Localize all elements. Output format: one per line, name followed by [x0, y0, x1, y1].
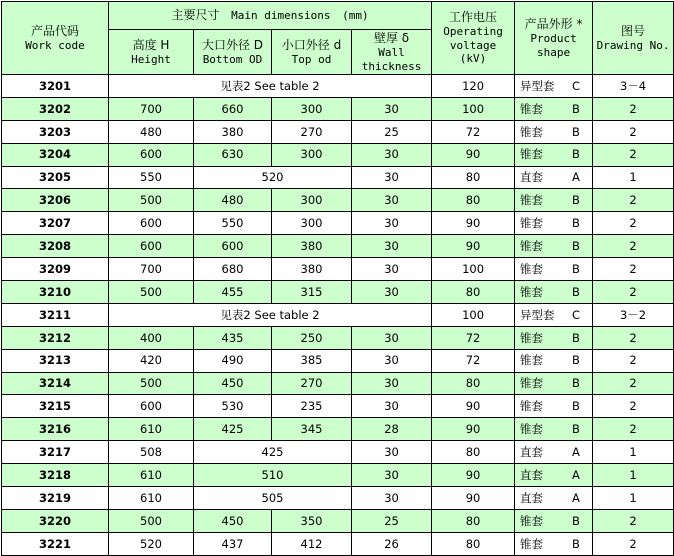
- shape-letter: A: [572, 445, 580, 459]
- shape-name: 锥套: [520, 536, 544, 551]
- height-cell: 500: [109, 189, 194, 212]
- shape-name: 锥套: [520, 238, 544, 253]
- shape-letter: A: [572, 170, 580, 185]
- bottom-od-cell: 600: [194, 235, 272, 258]
- shape-cell: [515, 189, 593, 212]
- top-od-cell: 315: [272, 281, 352, 304]
- shape-cell: [515, 395, 593, 418]
- wall-cell: 30: [352, 189, 432, 212]
- shape-cell: [515, 97, 593, 120]
- table-row: [2, 235, 674, 258]
- wall-cell: 30: [352, 487, 432, 510]
- voltage-cell: 80: [432, 166, 515, 189]
- shape-name: 锥套: [520, 513, 544, 528]
- drawing-cell: 1: [593, 464, 674, 487]
- shape-letter: B: [572, 422, 580, 437]
- shape-letter: B: [572, 216, 580, 231]
- shape-name: 锥套: [520, 376, 544, 391]
- bottom-od-cell: 425: [194, 418, 272, 441]
- code-header-zh: 产品代码: [30, 23, 79, 38]
- table-row: [2, 166, 674, 189]
- work-code-cell: 3203: [2, 120, 109, 143]
- voltage-cell: 80: [432, 509, 515, 532]
- voltage-cell: 90: [432, 464, 515, 487]
- height-cell: 550: [109, 166, 194, 189]
- wall-cell: 30: [352, 97, 432, 120]
- code-header-en: Work code: [25, 38, 85, 52]
- top-od-cell: 385: [272, 349, 352, 372]
- table-row: [2, 281, 674, 304]
- od-merged-cell: 505: [194, 487, 352, 510]
- table-row: [2, 75, 674, 98]
- drawing-cell: 2: [593, 532, 674, 555]
- voltage-cell: 72: [432, 349, 515, 372]
- table-row: [2, 258, 674, 281]
- drawing-cell: 2: [593, 349, 674, 372]
- top-od-cell: 300: [272, 189, 352, 212]
- spec-table: [1, 1, 674, 556]
- shape-letter: B: [572, 536, 580, 551]
- wall-cell: 30: [352, 441, 432, 464]
- work-code-cell: 3201: [2, 75, 109, 98]
- wall-cell: 28: [352, 418, 432, 441]
- bottom-header-zh: 大口外径 D: [201, 37, 264, 52]
- shape-cell: [515, 532, 593, 555]
- drawing-cell: 2: [593, 258, 674, 281]
- work-code-cell: 3209: [2, 258, 109, 281]
- col-header-drawing: [593, 2, 674, 75]
- shape-name: 锥套: [520, 399, 544, 414]
- work-code-cell: 3221: [2, 532, 109, 555]
- shape-letter: B: [572, 124, 580, 139]
- top-header-en: Top od: [291, 52, 332, 66]
- voltage-cell: 90: [432, 143, 515, 166]
- shape-letter: B: [572, 376, 580, 391]
- table-row: [2, 464, 674, 487]
- wall-cell: 30: [352, 212, 432, 235]
- work-code-cell: 3214: [2, 372, 109, 395]
- voltage-cell: 80: [432, 189, 515, 212]
- drawing-cell: 3－4: [593, 75, 674, 98]
- drawing-cell: 1: [593, 166, 674, 189]
- shape-header-en2: shape: [536, 45, 571, 59]
- shape-cell: [515, 487, 593, 510]
- voltage-cell: 90: [432, 418, 515, 441]
- drawing-cell: 2: [593, 189, 674, 212]
- voltage-header-en1: Operating: [443, 24, 503, 38]
- top-od-cell: 270: [272, 120, 352, 143]
- shape-letter: B: [572, 147, 580, 162]
- drawing-cell: 2: [593, 143, 674, 166]
- od-merged-cell: 425: [194, 441, 352, 464]
- voltage-cell: 90: [432, 487, 515, 510]
- height-cell: 610: [109, 487, 194, 510]
- voltage-cell: 100: [432, 258, 515, 281]
- shape-letter: C: [572, 307, 581, 322]
- wall-header-en2: thickness: [361, 59, 422, 73]
- col-header-shape: [515, 2, 593, 75]
- table-row: [2, 212, 674, 235]
- height-header-zh: 高度 H: [132, 37, 170, 52]
- col-header-main-dimensions: [109, 2, 432, 30]
- top-od-cell: 235: [272, 395, 352, 418]
- shape-name: 直套: [520, 490, 544, 505]
- height-cell: 600: [109, 212, 194, 235]
- work-code-cell: 3202: [2, 97, 109, 120]
- shape-letter: A: [572, 490, 580, 505]
- col-header-voltage: [432, 2, 515, 75]
- table-row: [2, 143, 674, 166]
- height-cell: 600: [109, 395, 194, 418]
- top-od-cell: 350: [272, 509, 352, 532]
- height-cell: 480: [109, 120, 194, 143]
- work-code-cell: 3219: [2, 487, 109, 510]
- main-header-zh: 主要尺寸: [171, 8, 220, 22]
- bottom-od-cell: 450: [194, 372, 272, 395]
- table-body: [2, 2, 674, 556]
- table-row: [2, 509, 674, 532]
- shape-cell: [515, 212, 593, 235]
- wall-header-en1: Wall: [378, 45, 405, 59]
- shape-name: 直套: [520, 467, 544, 482]
- height-cell: 610: [109, 418, 194, 441]
- wall-cell: 25: [352, 120, 432, 143]
- shape-name: 锥套: [520, 101, 544, 116]
- height-cell: 520: [109, 532, 194, 555]
- voltage-header-unit: (kV): [459, 52, 487, 66]
- height-cell: 600: [109, 235, 194, 258]
- top-od-cell: 380: [272, 235, 352, 258]
- shape-cell: [515, 303, 593, 326]
- work-code-cell: 3211: [2, 303, 109, 326]
- work-code-cell: 3212: [2, 326, 109, 349]
- voltage-cell: 80: [432, 441, 515, 464]
- shape-cell: [515, 349, 593, 372]
- bottom-od-cell: 480: [194, 189, 272, 212]
- bottom-header-en: Bottom OD: [202, 52, 263, 66]
- table-row: [2, 326, 674, 349]
- shape-name: 锥套: [520, 261, 544, 276]
- voltage-cell: 80: [432, 372, 515, 395]
- shape-name: 锥套: [520, 147, 544, 162]
- top-od-cell: 380: [272, 258, 352, 281]
- drawing-cell: 2: [593, 326, 674, 349]
- shape-cell: [515, 509, 593, 532]
- shape-letter: B: [572, 513, 580, 528]
- wall-cell: 30: [352, 143, 432, 166]
- shape-cell: [515, 235, 593, 258]
- bottom-od-cell: 455: [194, 281, 272, 304]
- shape-name: 锥套: [520, 193, 544, 208]
- shape-letter: A: [572, 467, 580, 482]
- top-od-cell: 300: [272, 212, 352, 235]
- wall-cell: 30: [352, 281, 432, 304]
- shape-name: 锥套: [520, 124, 544, 139]
- bottom-od-cell: 490: [194, 349, 272, 372]
- shape-cell: [515, 372, 593, 395]
- voltage-cell: 90: [432, 212, 515, 235]
- shape-name: 锥套: [520, 422, 544, 437]
- top-header-zh: 小口外径 d: [281, 37, 342, 52]
- top-od-cell: 300: [272, 97, 352, 120]
- wall-cell: 25: [352, 509, 432, 532]
- height-cell: 600: [109, 143, 194, 166]
- work-code-cell: 3217: [2, 441, 109, 464]
- od-merged-cell: 520: [194, 166, 352, 189]
- voltage-header-en2: voltage: [449, 38, 497, 52]
- shape-cell: [515, 75, 593, 98]
- voltage-cell: 80: [432, 532, 515, 555]
- shape-cell: [515, 418, 593, 441]
- shape-name: 锥套: [520, 284, 544, 299]
- voltage-cell: 100: [432, 303, 515, 326]
- shape-cell: [515, 120, 593, 143]
- table-row: [2, 97, 674, 120]
- work-code-cell: 3210: [2, 281, 109, 304]
- col-header-code: [2, 2, 109, 75]
- wall-cell: 26: [352, 532, 432, 555]
- wall-cell: 30: [352, 326, 432, 349]
- shape-cell: [515, 143, 593, 166]
- drawing-cell: 2: [593, 97, 674, 120]
- height-cell: 420: [109, 349, 194, 372]
- shape-letter: B: [572, 101, 580, 116]
- wall-cell: 30: [352, 372, 432, 395]
- table-row: [2, 441, 674, 464]
- shape-name: 锥套: [520, 330, 544, 345]
- height-cell: 500: [109, 281, 194, 304]
- bottom-od-cell: 435: [194, 326, 272, 349]
- work-code-cell: 3213: [2, 349, 109, 372]
- col-header-wall: [352, 30, 432, 75]
- height-cell: 500: [109, 372, 194, 395]
- wall-cell: 30: [352, 166, 432, 189]
- shape-name: 直套: [520, 170, 544, 185]
- shape-header-zh: 产品外形 *: [524, 16, 583, 31]
- table-row: [2, 395, 674, 418]
- shape-cell: [515, 464, 593, 487]
- shape-letter: B: [572, 284, 580, 299]
- drawing-cell: 1: [593, 487, 674, 510]
- drawing-cell: 2: [593, 418, 674, 441]
- col-header-bottom-od: [194, 30, 272, 75]
- bottom-od-cell: 437: [194, 532, 272, 555]
- work-code-cell: 3205: [2, 166, 109, 189]
- bottom-od-cell: 680: [194, 258, 272, 281]
- bottom-od-cell: 550: [194, 212, 272, 235]
- wall-cell: 30: [352, 349, 432, 372]
- voltage-cell: 72: [432, 120, 515, 143]
- drawing-cell: 2: [593, 372, 674, 395]
- work-code-cell: 3220: [2, 509, 109, 532]
- shape-cell: [515, 281, 593, 304]
- work-code-cell: 3216: [2, 418, 109, 441]
- drawing-cell: 1: [593, 441, 674, 464]
- drawing-cell: 2: [593, 395, 674, 418]
- work-code-cell: 3208: [2, 235, 109, 258]
- height-cell: 700: [109, 97, 194, 120]
- voltage-cell: 90: [432, 235, 515, 258]
- drawing-header-zh: 图号: [621, 23, 646, 38]
- work-code-cell: 3218: [2, 464, 109, 487]
- shape-name: 锥套: [520, 216, 544, 231]
- height-cell: 610: [109, 464, 194, 487]
- table-row: [2, 189, 674, 212]
- col-header-top-od: [272, 30, 352, 75]
- height-cell: 400: [109, 326, 194, 349]
- height-cell: 700: [109, 258, 194, 281]
- od-merged-cell: 510: [194, 464, 352, 487]
- shape-letter: B: [572, 399, 580, 414]
- col-header-height: [109, 30, 194, 75]
- top-od-cell: 345: [272, 418, 352, 441]
- header-row-1: [2, 2, 674, 30]
- bottom-od-cell: 630: [194, 143, 272, 166]
- shape-cell: [515, 441, 593, 464]
- shape-name: 锥套: [520, 353, 544, 368]
- bottom-od-cell: 380: [194, 120, 272, 143]
- shape-letter: B: [572, 330, 580, 345]
- shape-letter: B: [572, 261, 580, 276]
- table-row: [2, 418, 674, 441]
- table-row: [2, 303, 674, 326]
- wall-cell: 30: [352, 395, 432, 418]
- top-od-cell: 412: [272, 532, 352, 555]
- main-header-unit: (mm): [342, 9, 369, 22]
- voltage-cell: 80: [432, 281, 515, 304]
- top-od-cell: 300: [272, 143, 352, 166]
- drawing-cell: 2: [593, 281, 674, 304]
- see-table-cell: 见表2 See table 2: [109, 303, 432, 326]
- shape-name: 异型套: [520, 78, 555, 93]
- voltage-cell: 120: [432, 75, 515, 98]
- height-cell: 500: [109, 509, 194, 532]
- voltage-cell: 100: [432, 97, 515, 120]
- work-code-cell: 3215: [2, 395, 109, 418]
- bottom-od-cell: 450: [194, 509, 272, 532]
- drawing-cell: 2: [593, 120, 674, 143]
- drawing-cell: 2: [593, 212, 674, 235]
- voltage-header-zh: 工作电压: [449, 9, 498, 24]
- top-od-cell: 270: [272, 372, 352, 395]
- shape-letter: B: [572, 238, 580, 253]
- voltage-cell: 72: [432, 326, 515, 349]
- drawing-cell: 2: [593, 509, 674, 532]
- shape-letter: B: [572, 353, 580, 368]
- shape-name: 直套: [520, 445, 544, 459]
- wall-cell: 30: [352, 464, 432, 487]
- bottom-od-cell: 660: [194, 97, 272, 120]
- see-table-cell: 见表2 See table 2: [109, 75, 432, 98]
- shape-header-en1: Product: [530, 31, 577, 45]
- shape-letter: C: [572, 78, 581, 93]
- shape-name: 异型套: [520, 307, 555, 322]
- shape-letter: B: [572, 193, 580, 208]
- work-code-cell: 3207: [2, 212, 109, 235]
- height-cell: 508: [109, 441, 194, 464]
- shape-cell: [515, 258, 593, 281]
- drawing-cell: 3－2: [593, 303, 674, 326]
- work-code-cell: 3204: [2, 143, 109, 166]
- work-code-cell: 3206: [2, 189, 109, 212]
- shape-cell: [515, 166, 593, 189]
- wall-header-zh: 壁厚 δ: [373, 30, 410, 45]
- voltage-cell: 90: [432, 395, 515, 418]
- wall-cell: 30: [352, 258, 432, 281]
- main-header-en: Main dimensions: [231, 9, 331, 22]
- table-row: [2, 372, 674, 395]
- wall-cell: 30: [352, 235, 432, 258]
- drawing-header-en: Drawing No.: [596, 38, 670, 52]
- height-header-en: Height: [131, 52, 171, 66]
- table-row: [2, 487, 674, 510]
- table-row: [2, 532, 674, 555]
- table-row: [2, 349, 674, 372]
- bottom-od-cell: 530: [194, 395, 272, 418]
- table-row: [2, 120, 674, 143]
- shape-cell: [515, 326, 593, 349]
- drawing-cell: 2: [593, 235, 674, 258]
- top-od-cell: 250: [272, 326, 352, 349]
